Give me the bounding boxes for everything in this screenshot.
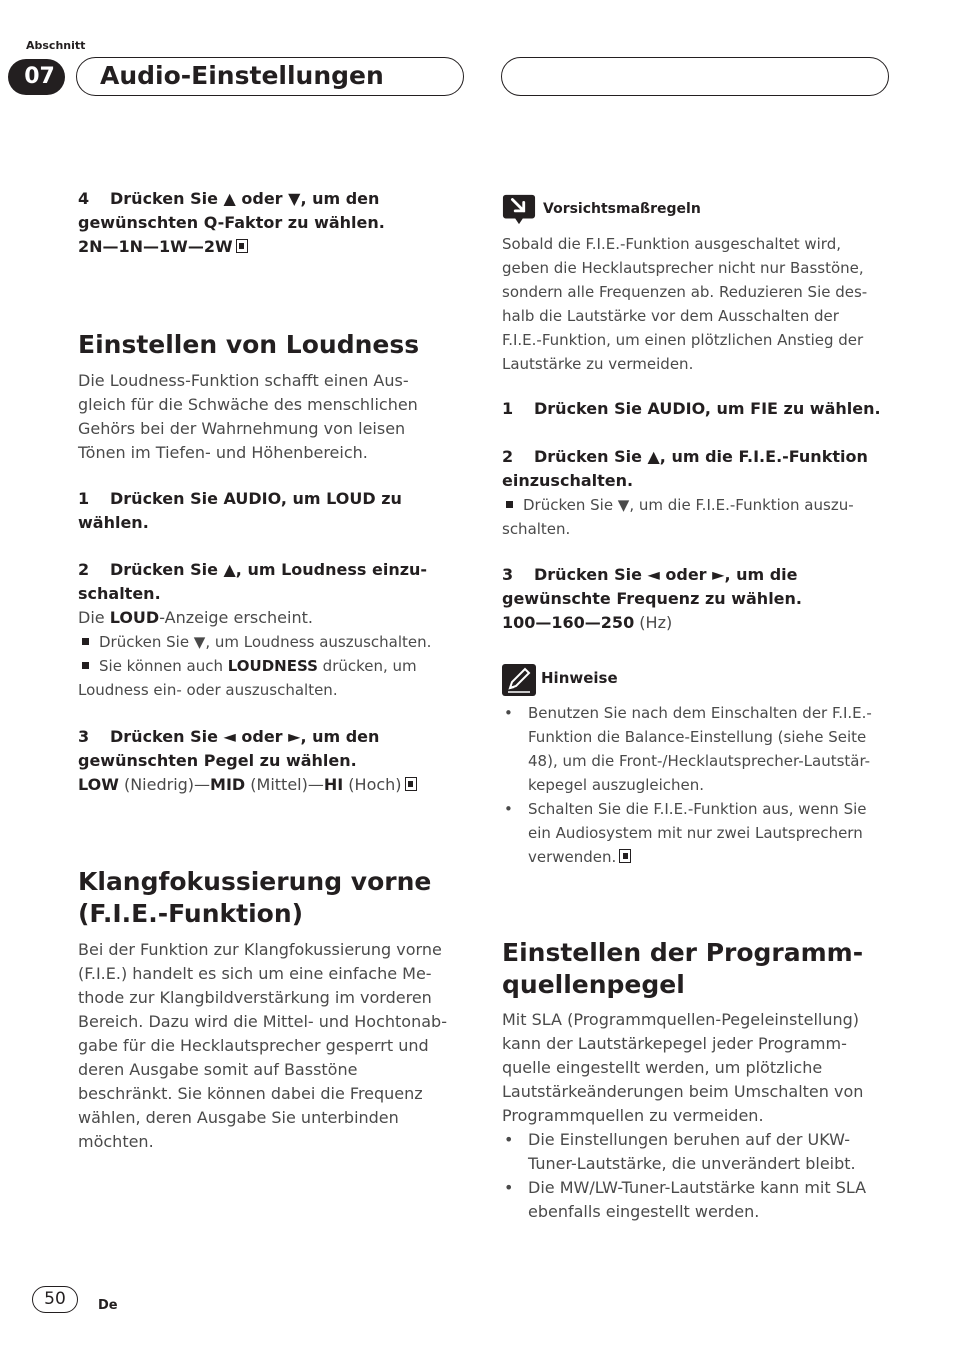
step-number: 3 (78, 727, 90, 746)
step-text: Drücken Sie ▲, um Loudness einzu- (110, 560, 428, 579)
paragraph-line: thode zur Klangbildverstärkung im vorderen (78, 988, 432, 1007)
loudness-step-1 (78, 487, 468, 535)
end-marker-icon (405, 777, 417, 791)
level-bold: MID (210, 775, 246, 794)
paragraph-line: wählen, deren Ausgabe Sie unterbinden (78, 1108, 399, 1127)
paragraph-line: sondern alle Frequenzen ab. Reduzieren Sie des- (502, 283, 868, 301)
note-text: Die (78, 608, 110, 627)
bullet-bold: LOUDNESS (227, 657, 318, 675)
step-number: 2 (78, 560, 90, 579)
bullet-dot-icon: • (504, 800, 513, 818)
step-text: Drücken Sie AUDIO, um LOUD zu (110, 489, 402, 508)
chapter-number-badge: 07 (8, 59, 65, 95)
bullet-text-line2: schalten. (502, 520, 571, 538)
list-item (502, 1176, 902, 1224)
loudness-heading: Einstellen von Loudness (78, 330, 420, 359)
bullet-text: Sie können auch (99, 657, 228, 675)
sla-heading (502, 937, 902, 1001)
paragraph-line: Bereich. Dazu wird die Mittel- und Hochtonab- (78, 1012, 447, 1031)
list-line: Die MW/LW-Tuner-Lautstärke kann mit SLA (528, 1178, 867, 1197)
paragraph-line: Die Loudness-Funktion schafft einen Aus- (78, 371, 409, 390)
paragraph-line: halb die Lautstärke vor dem Ausschalten der (502, 307, 839, 325)
q-factor-step (78, 187, 468, 259)
paragraph-line: Bei der Funktion zur Klangfokussierung vorne (78, 940, 442, 959)
paragraph-line: Lautstärkeänderungen beim Umschalten von (502, 1082, 864, 1101)
step-text-line2: gewünschte Frequenz zu wählen. (502, 589, 802, 608)
step-text-line2: wählen. (78, 513, 149, 532)
note-text: -Anzeige erscheint. (159, 608, 313, 627)
notes-list (502, 701, 902, 869)
level-text: (Hoch) (343, 775, 402, 794)
caution-label: Vorsichtsmaßregeln (543, 201, 701, 217)
paragraph-line: beschränkt. Sie können dabei die Frequenz (78, 1084, 423, 1103)
step-text: Drücken Sie AUDIO, um FIE zu wählen. (534, 399, 881, 418)
bullet-text: drücken, um (317, 657, 417, 675)
list-item (502, 1128, 902, 1176)
list-line: Benutzen Sie nach dem Einschalten der F.I.E.- (528, 704, 872, 722)
bullet-text: Drücken Sie ▼, um die F.I.E.-Funktion auszu- (523, 496, 854, 514)
page-number: 50 (32, 1286, 78, 1313)
list-line: ein Audiosystem mit nur zwei Lautsprechern (528, 824, 863, 842)
step-note (78, 606, 468, 630)
paragraph-line: quelle eingestellt werden, um plötzliche (502, 1058, 823, 1077)
paragraph-line: Tönen im Tiefen- und Höhenbereich. (78, 443, 368, 462)
note-bold: LOUD (109, 608, 160, 627)
paragraph-line: kann der Lautstärkepegel jeder Programm- (502, 1034, 847, 1053)
step-number: 1 (78, 489, 90, 508)
heading-line: Einstellen der Programm- (502, 938, 864, 967)
fie-step-1 (502, 397, 902, 421)
step-text-line2: gewünschten Q-Faktor zu wählen. (78, 213, 385, 232)
paragraph-line: Gehörs bei der Wahrnehmung von leisen (78, 419, 406, 438)
freq-unit: (Hz) (634, 613, 673, 632)
step-text: Drücken Sie ◄ oder ►, um den (110, 727, 380, 746)
step-number: 2 (502, 447, 514, 466)
heading-line: quellenpegel (502, 970, 685, 999)
bullet-text: Drücken Sie ▼, um Loudness auszuschalten. (99, 633, 432, 651)
paragraph-line: Sobald die F.I.E.-Funktion ausgeschaltet wird, (502, 235, 841, 253)
paragraph-line: Programmquellen zu vermeiden. (502, 1106, 764, 1125)
list-item (502, 797, 902, 869)
paragraph-line: Lautstärke zu vermeiden. (502, 355, 694, 373)
bullet-dot-icon: • (504, 704, 513, 722)
fie-step-3 (502, 563, 902, 635)
step-text: Drücken Sie ▲ oder ▼, um den (110, 189, 380, 208)
step-number: 3 (502, 565, 514, 584)
bullet-item (502, 493, 902, 517)
end-marker-icon (619, 849, 631, 863)
caution-hand-icon (502, 192, 536, 226)
paragraph-line: F.I.E.-Funktion, um einen plötzlichen Anstieg der (502, 331, 864, 349)
paragraph-line: gleich für die Schwäche des menschlichen (78, 395, 418, 414)
header-empty-box (501, 57, 889, 96)
list-line: kepegel auszugleichen. (528, 776, 705, 794)
fie-body (78, 938, 478, 1154)
list-item (502, 701, 902, 797)
loudness-step-3 (78, 725, 468, 797)
freq-bold: 100—160—250 (502, 613, 635, 632)
list-line: ebenfalls eingestellt werden. (528, 1202, 760, 1221)
paragraph-line: Mit SLA (Programmquellen-Pegeleinstellung) (502, 1010, 860, 1029)
caution-body (502, 232, 902, 376)
heading-line: (F.I.E.-Funktion) (78, 899, 304, 928)
list-line: Tuner-Lautstärke, die unverändert bleibt. (528, 1154, 856, 1173)
step-number: 4 (78, 189, 90, 208)
fie-step-2 (502, 445, 902, 541)
paragraph-line: möchten. (78, 1132, 154, 1151)
level-text: (Niedrig)— (118, 775, 211, 794)
square-bullet-icon (82, 662, 89, 669)
step-number: 1 (502, 399, 514, 418)
level-bold: LOW (78, 775, 119, 794)
step-text: Drücken Sie ◄ oder ►, um die (534, 565, 798, 584)
list-line: Die Einstellungen beruhen auf der UKW- (528, 1130, 851, 1149)
section-label: Abschnitt (26, 39, 86, 52)
level-text: (Mittel)— (245, 775, 324, 794)
paragraph-line: gabe für die Hecklautsprecher gesperrt und (78, 1036, 429, 1055)
level-values (78, 773, 468, 797)
list-line: verwenden. (528, 848, 617, 866)
q-factor-values: 2N—1N—1W—2W (78, 237, 233, 256)
square-bullet-icon (82, 638, 89, 645)
square-bullet-icon (506, 501, 513, 508)
paragraph-line: deren Ausgabe somit auf Basstöne (78, 1060, 358, 1079)
notes-pencil-icon (502, 664, 536, 696)
frequency-values (502, 611, 902, 635)
language-code: De (98, 1298, 118, 1313)
step-text-line2: schalten. (78, 584, 161, 603)
step-text-line2: gewünschten Pegel zu wählen. (78, 751, 357, 770)
bullet-item (78, 630, 468, 654)
fie-heading (78, 866, 478, 930)
step-text-line2: einzuschalten. (502, 471, 634, 490)
sla-body (502, 1008, 902, 1224)
bullet-text-line2: Loudness ein- oder auszuschalten. (78, 681, 338, 699)
notes-label: Hinweise (541, 669, 618, 687)
header-title: Audio-Einstellungen (100, 61, 384, 90)
loudness-step-2 (78, 558, 468, 702)
list-line: Funktion die Balance-Einstellung (siehe Seite (528, 728, 867, 746)
bullet-dot-icon: • (504, 1178, 514, 1197)
paragraph-line: geben die Hecklautsprecher nicht nur Basstöne, (502, 259, 864, 277)
bullet-item (78, 654, 468, 678)
paragraph-line: (F.I.E.) handelt es sich um eine einfache Me- (78, 964, 432, 983)
loudness-intro (78, 369, 468, 465)
level-bold: HI (323, 775, 344, 794)
list-line: Schalten Sie die F.I.E.-Funktion aus, wenn Sie (528, 800, 867, 818)
step-text: Drücken Sie ▲, um die F.I.E.-Funktion (534, 447, 868, 466)
bullet-dot-icon: • (504, 1130, 514, 1149)
heading-line: Klangfokussierung vorne (78, 867, 432, 896)
end-marker-icon (236, 239, 248, 253)
list-line: 48), um die Front-/Hecklautsprecher-Lautstär- (528, 752, 871, 770)
